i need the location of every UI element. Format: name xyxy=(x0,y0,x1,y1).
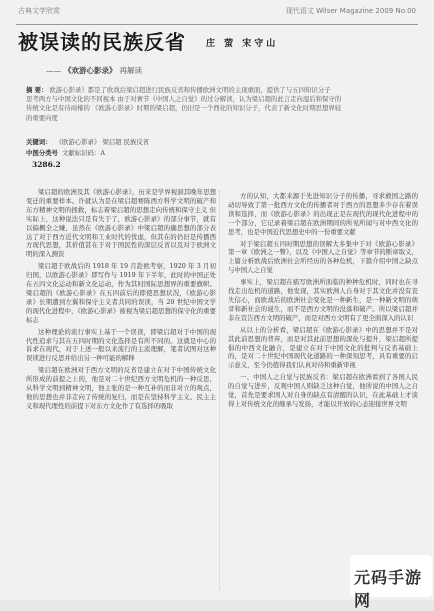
classification-row xyxy=(26,148,105,157)
abstract-line: 欧游心影录》都是了欧战后梁启超进行民族反省和传播欧洲文明的主现重面，提供了与五四知识分子 xyxy=(49,86,331,94)
article-author: 庄 萤 宋守山 xyxy=(206,39,279,49)
subtitle-dash: —— xyxy=(46,66,61,75)
abstract-line: 思考两方与中国文化的不同视本 由于对奢节《中国人之自觉》的过分解读，认为梁启超的此言走向湿后和保守的 xyxy=(26,95,342,104)
left-column xyxy=(26,188,216,411)
watermark-logo xyxy=(350,555,432,610)
document-number-row xyxy=(26,160,61,169)
abstract-line: 的重要向度 xyxy=(26,113,58,122)
body-paragraph: 这种理论的流行事实上基于一个误读，即梁启超对于中国的现代性追求与其在五四时期的文化选择是有所不同的。这就是中心的诉求在现代，对于上述一般以来流行的主流理解，笔者试图对这种误读进行反思并给出另一种可能的解释 xyxy=(26,327,216,363)
abstract-label: 摘 要： xyxy=(26,86,48,94)
abstract-first-row xyxy=(26,86,418,95)
keywords-value: 《欧游心影录》 梁启超 民族反省 xyxy=(55,138,150,146)
right-column xyxy=(228,192,418,409)
classification-label: 中图分类号 xyxy=(26,149,58,157)
keywords-row xyxy=(26,137,149,146)
body-paragraph: 事实上，梁启超在描写欧洲所面临的种种危机时，同时也在寻找走出危机的道路，他发现，其实欧洲人自身对于其文化并没有丧失信心，而欧战后的欧洲社会变化是一种新生，是一种新文明的萌芽和新社会的诞生，而不是西方文明的没落和破产。所以梁启超并非在宣告西方文明的破产，而是对西方文明有了更全面深入的认识 xyxy=(228,278,418,322)
article-subtitle xyxy=(46,65,142,76)
body-paragraph: 一、中国人之自觉与民族反省：梁启超在欧洲看到了各国人民的自觉与进步，反观中国人则缺乏这种自觉，他所说的中国人之自觉，首先是要求国人对自身的缺点有清醒的认识，在此基础上才谈得上对传统文化的继承与发扬，才能以开放的心态迎接世界文明 xyxy=(228,373,418,408)
subtitle-book-title: 《欢游心影录》 xyxy=(64,66,117,75)
body-paragraph: 梁启超的欧洲及其《欧游心影录》，历来是学界视洞其晚年思想变迁的重要样本。许就认为是在梁启超赛陈西方科学文明的破产和东方精神文明的拯救，标志着梁启超的思想走向传统和保守主义 但实际上，这种说法只是有失于了，欧游心影录》的部分事节，就有以偏概全之嫌，虽然在《欧游心影录》中梁启超的确思想的部分表达了对于西方近代文明和工业时代的忧虑，但其在的仍旧是传播西方现代思想，其价值甚在于对于国民性的深层反省以及对于欧洲文明的深入测资 xyxy=(26,188,216,259)
header-rule xyxy=(16,24,418,25)
keywords-label: 关键词： xyxy=(26,138,52,146)
classification-value: 文献标识码：A xyxy=(62,149,105,157)
column-divider xyxy=(219,190,220,590)
abstract-line: 传统文化是有待商榷的 《欧游心影录》时期的梁启超，仍旧是一个西化的知识分子，代表了新文化时期思想界较 xyxy=(26,104,342,113)
body-paragraph: 梁启超在欧洲对于西方文明的反省是建立在对于中国传统文化所形成的前提之上的，他是对二十世纪西方文明危机的一种反思，从科学文明到精神文明，他主张的是一种互补的而非对立的观点，他的思想也并非走向了传统的复归，而是在坚持科学主义、民主主义和现代理性的前提下对东方文化作了有选择的吸取 xyxy=(26,366,216,410)
abstract-block xyxy=(26,86,418,123)
article-title: 被误读的民族反省 xyxy=(18,30,186,54)
body-paragraph: 对于梁启超五四时期思想的误解大多集中于对《欧游心影录》第一章《欧洲之一瞥》，以及《中国人之自觉》等章节的断章取义，上篇分析欧战后欧洲社会所经历的各种危机，下篇介绍中国之缺点与中国人之自觉 xyxy=(228,239,418,275)
document-number: 3286.2 xyxy=(32,160,61,169)
subtitle-rest: 再解读 xyxy=(119,66,142,75)
watermark-text: 元码手游网 xyxy=(354,568,423,610)
journal-section-header: 古典文学欣赏 xyxy=(18,7,60,15)
journal-issue-header: 现代语文 Wilser Magazine 2009 No.00 xyxy=(285,7,416,15)
body-paragraph: 从以上的分析看，梁启超在《欧游心影录》中的思想并不是对其此前思想的背弃，而是对其此前思想的深化与提升，梁启超所提倡的中西文化融合，是建立在对于中国文化的批判与反省基础上的，是对二十世纪中国现代化道路的一种深刻思考，具有重要的启示意义，至今仍值得我们认真对待和重新审视 xyxy=(228,325,418,370)
body-paragraph: 方的认知，大都来源于先进知识分子的传播，寻求救国之路的动切导致了第一批西方文化的传播者对于西方的思想多少存在着误读和选择，而《欧游心影录》的出现正是在现代的现代化进程中的一个部分，它记录着梁启超在欧洲期间的所见所闻与对中西文化的思考，也是中国近代思想史中的一份重要文献 xyxy=(228,192,418,236)
body-paragraph: 梁启超于欧战后的 1918 年 19 月赴欧考察，1920 年 3 月初归国，以欧游心影录》即写作与 1919 年下半年，此时的中国正处在五四文化运动和新文化运动，作为其时国际思想界的重要旗帜。梁启超的《欧游心影录》在五四前后的即使思想状况，《欧游心影录》长期遭到左翼和保守主义者共同的误读，当 20 世纪中国文学的现代化进程中，《欧游心影录》被视为梁启超思想的保守化的重要标志 xyxy=(26,262,216,324)
